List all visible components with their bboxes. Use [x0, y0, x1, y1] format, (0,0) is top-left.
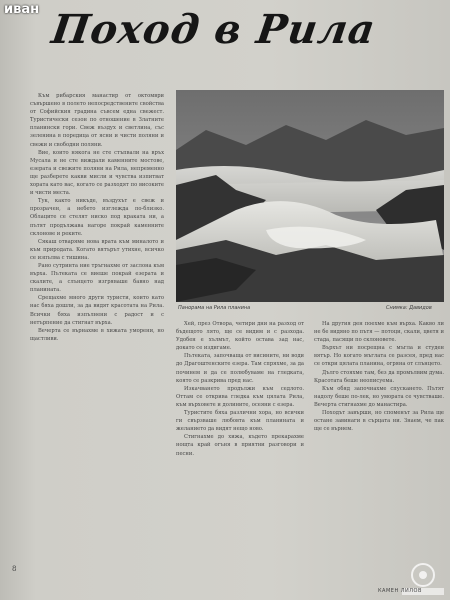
paragraph: Сякаш отваряме нова врата към миналото и към природата. Когато вятърът утихне, всичко се изпълва с тишина.: [30, 238, 164, 261]
paragraph: Изкачването продължи към седлото. Оттам се открива гледка към цялата Рила, към върховете и долините, осеяни с езера.: [176, 385, 304, 408]
watermark-tag: иван: [4, 2, 40, 17]
text-column-middle: [176, 320, 304, 595]
paragraph: Пътеката, започваща от висините, ни води до Драгоштенските езера. Там спряхме, за да починем и да се полюбуваме на гледката, която се разкрива пред нас.: [176, 353, 304, 384]
mountain-photo-image: [176, 90, 444, 302]
author-signature: КАМЕН ЛИЛОВ: [378, 588, 422, 594]
paragraph: Стигнахме до хижа, където прекарахме нощта край огъня в приятни разговори и песни.: [176, 434, 304, 457]
paragraph: Хей, през Отвора, четири дни на разход от бъдещото лято, ще се видим и с разхода. Удобен е хълмът, който остава зад нас, докато се издигаме.: [176, 321, 304, 352]
paragraph: Срещахме много други туристи, които като нас бяха дошли, за да видят красотата на Рила. Всички бяха изпълнени с радост и с нетърпение да стигнат върха.: [30, 295, 164, 326]
paragraph: Върхът ни посрещна с мъгла и студен вятър. Но когато мъглата се разсея, пред нас се откри цялата планина, огряна от слънцето.: [314, 345, 444, 368]
mountain-photo: [176, 90, 444, 302]
text-column-left: [30, 92, 164, 592]
photo-caption-left: Панорама на Рила планина: [178, 305, 251, 311]
paragraph: Дълго стояхме там, без да промълвим дума. Красотата беше неописуема.: [314, 369, 444, 384]
page-number: 8: [12, 565, 17, 573]
paragraph: Походът завърши, но споменът за Рила ще остане завинаги в сърцата ни. Знаем, че пак ще се върнем.: [314, 410, 444, 433]
paragraph: Рано сутринта ние тръгнахме от заслона към върха. Пътеката се виеше покрай езерата и скалите, а слънцето изгряваше бавно над планината.: [30, 262, 164, 294]
paragraph: Вечерта се върнахме в хижата уморени, но щастливи.: [30, 327, 164, 342]
paragraph: Към рибарския манастир от октомври съвършено в полето непосредствените свойства от Софийския градина съвсем една свежест. Туристически сезон по отношение в Златните планински гори. Свеж въздух и светлина, със зеленина в поредица от ясни и чисти поляни и свежи и свободни поляни.: [30, 93, 164, 148]
paragraph: На другия ден поехме към върха. Какво ли не бе видяно по пътя — потоци, скали, цветя и стада, пасящи по склоновете.: [314, 321, 444, 344]
photo-caption-right: Снимка: Давидов: [386, 305, 432, 311]
article-title: Поход в Рила: [48, 6, 379, 53]
paragraph: Туристите бяха различни хора, но всички ги свързваше любовта към планината и желанието да видят нещо ново.: [176, 410, 304, 433]
paragraph: Към обяд започнахме спускането. Пътят надолу беше по-лек, но умората се чувстваше. Вечерта стигнахме до манастира.: [314, 385, 444, 408]
paragraph: Тук, както никъде, въздухът е свеж и прозрачен, а небето изглежда по-близко. Облаците се стелят ниско под краката ни, а пътят продължава нагоре покрай каменните склонове и реките.: [30, 198, 164, 237]
paragraph: Вие, които някога не сте стъпвали на връх Мусала и не сте виждали каменните мостове, езерата и свежите поляни на Рила, непременно ще разберете какви мисли и чувства изпитват хората като вас, когато се разходят по високите и чисти места.: [30, 149, 164, 197]
text-column-right: [314, 320, 444, 578]
